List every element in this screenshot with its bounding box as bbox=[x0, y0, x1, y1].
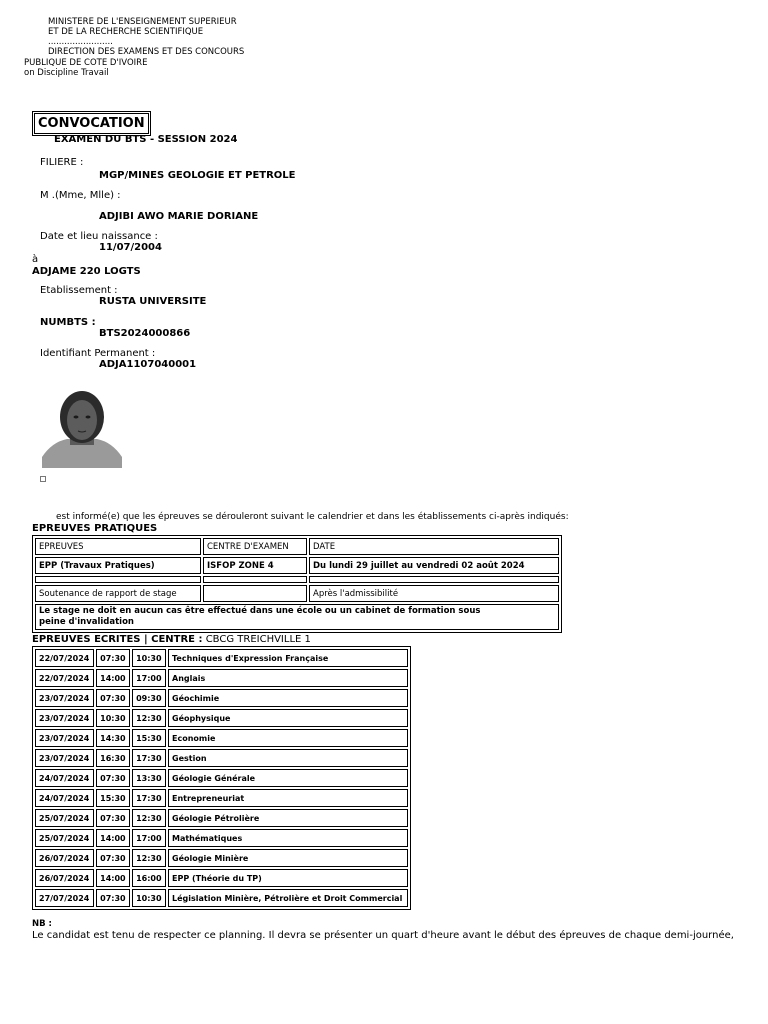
exam-date: 23/07/2024 bbox=[35, 749, 94, 767]
table-row bbox=[35, 576, 559, 583]
table-row bbox=[35, 669, 408, 687]
written-table bbox=[32, 646, 411, 910]
end-time: 17:30 bbox=[132, 789, 166, 807]
subject: EPP (Théorie du TP) bbox=[168, 869, 408, 887]
name-label: M .(Mme, Mlle) : bbox=[40, 190, 121, 201]
end-time: 17:00 bbox=[132, 829, 166, 847]
convocation-title: CONVOCATION bbox=[34, 113, 149, 134]
direction-line: DIRECTION DES EXAMENS ET DES CONCOURS bbox=[48, 47, 245, 57]
start-time: 14:30 bbox=[96, 729, 130, 747]
filiere-value: MGP/MINES GEOLOGIE ET PETROLE bbox=[99, 170, 296, 181]
col-epreuves: EPREUVES bbox=[35, 538, 201, 555]
birth-label: Date et lieu naissance : bbox=[40, 231, 158, 242]
motto-line: on Discipline Travail bbox=[24, 68, 109, 78]
exam-date: 25/07/2024 bbox=[35, 829, 94, 847]
republic-line: PUBLIQUE DE COTE D'IVOIRE bbox=[24, 58, 148, 68]
nb-label: NB : bbox=[32, 919, 52, 929]
epp-cell: EPP (Travaux Pratiques) bbox=[35, 557, 201, 574]
exam-date: 22/07/2024 bbox=[35, 669, 94, 687]
birth-at: à bbox=[32, 254, 39, 265]
start-time: 07:30 bbox=[96, 689, 130, 707]
subject: Gestion bbox=[168, 749, 408, 767]
table-row bbox=[35, 869, 408, 887]
table-row bbox=[35, 729, 408, 747]
table-row bbox=[35, 689, 408, 707]
birth-place: ADJAME 220 LOGTS bbox=[32, 266, 141, 277]
exam-date: 23/07/2024 bbox=[35, 689, 94, 707]
table-row bbox=[35, 789, 408, 807]
stage-note: Le stage ne doit en aucun cas être effectué dans une école ou un cabinet de formation sous peine d'invalidation bbox=[35, 604, 559, 630]
numbts-label: NUMBTS : bbox=[40, 317, 96, 328]
end-time: 12:30 bbox=[132, 809, 166, 827]
start-time: 16:30 bbox=[96, 749, 130, 767]
table-row bbox=[35, 849, 408, 867]
start-time: 15:30 bbox=[96, 789, 130, 807]
table-row bbox=[35, 649, 408, 667]
subject: Géologie Pétrolière bbox=[168, 809, 408, 827]
practical-heading: EPREUVES PRATIQUES bbox=[32, 523, 158, 534]
id-value: ADJA1107040001 bbox=[99, 359, 197, 370]
col-date: DATE bbox=[309, 538, 559, 555]
table-row bbox=[35, 769, 408, 787]
start-time: 07:30 bbox=[96, 769, 130, 787]
soutenance-date: Après l'admissibilité bbox=[309, 585, 559, 602]
written-heading-row bbox=[32, 634, 311, 645]
written-heading: EPREUVES ECRITES | CENTRE : bbox=[32, 634, 203, 645]
start-time: 10:30 bbox=[96, 709, 130, 727]
start-time: 07:30 bbox=[96, 849, 130, 867]
ministry-line-2: ET DE LA RECHERCHE SCIENTIFIQUE bbox=[48, 27, 204, 37]
end-time: 13:30 bbox=[132, 769, 166, 787]
table-row bbox=[35, 829, 408, 847]
start-time: 14:00 bbox=[96, 869, 130, 887]
subject: Géophysique bbox=[168, 709, 408, 727]
exam-date: 24/07/2024 bbox=[35, 769, 94, 787]
subject: Législation Minière, Pétrolière et Droit Commercial bbox=[168, 889, 408, 907]
school-value: RUSTA UNIVERSITE bbox=[99, 296, 207, 307]
subject: Géologie Générale bbox=[168, 769, 408, 787]
table-row bbox=[35, 604, 559, 630]
exam-date: 23/07/2024 bbox=[35, 709, 94, 727]
table-row bbox=[35, 749, 408, 767]
nb-text: Le candidat est tenu de respecter ce planning. Il devra se présenter un quart d'heure avant le début des épreuves de chaque demi-journée, bbox=[32, 930, 734, 941]
start-time: 07:30 bbox=[96, 889, 130, 907]
soutenance-cell: Soutenance de rapport de stage bbox=[35, 585, 201, 602]
epp-date: Du lundi 29 juillet au vendredi 02 août 2024 bbox=[309, 557, 559, 574]
ministry-line-1: MINISTERE DE L'ENSEIGNEMENT SUPERIEUR bbox=[48, 17, 237, 27]
convocation-title-box bbox=[32, 111, 151, 136]
epp-centre: ISFOP ZONE 4 bbox=[203, 557, 307, 574]
col-centre: CENTRE D'EXAMEN bbox=[203, 538, 307, 555]
end-time: 17:30 bbox=[132, 749, 166, 767]
table-row bbox=[35, 709, 408, 727]
table-row bbox=[35, 889, 408, 907]
exam-date: 22/07/2024 bbox=[35, 649, 94, 667]
table-row bbox=[35, 557, 559, 574]
birth-date: 11/07/2004 bbox=[99, 242, 162, 253]
end-time: 12:30 bbox=[132, 709, 166, 727]
subject: Techniques d'Expression Française bbox=[168, 649, 408, 667]
table-row bbox=[35, 585, 559, 602]
exam-date: 25/07/2024 bbox=[35, 809, 94, 827]
subject: Economie bbox=[168, 729, 408, 747]
name-value: ADJIBI AWO MARIE DORIANE bbox=[99, 211, 259, 222]
subject: Mathématiques bbox=[168, 829, 408, 847]
filiere-label: FILIERE : bbox=[40, 157, 84, 168]
practical-table bbox=[32, 535, 562, 633]
school-label: Etablissement : bbox=[40, 285, 118, 296]
exam-date: 24/07/2024 bbox=[35, 789, 94, 807]
id-label: Identifiant Permanent : bbox=[40, 348, 156, 359]
subject: Géochimie bbox=[168, 689, 408, 707]
checkbox-icon bbox=[40, 476, 46, 482]
start-time: 14:00 bbox=[96, 829, 130, 847]
end-time: 15:30 bbox=[132, 729, 166, 747]
end-time: 12:30 bbox=[132, 849, 166, 867]
table-row bbox=[35, 538, 559, 555]
exam-date: 27/07/2024 bbox=[35, 889, 94, 907]
subject: Entrepreneuriat bbox=[168, 789, 408, 807]
end-time: 10:30 bbox=[132, 889, 166, 907]
table-row bbox=[35, 809, 408, 827]
end-time: 17:00 bbox=[132, 669, 166, 687]
start-time: 07:30 bbox=[96, 809, 130, 827]
exam-subtitle: EXAMEN DU BTS - SESSION 2024 bbox=[54, 134, 238, 145]
candidate-photo bbox=[42, 387, 122, 468]
subject: Géologie Minière bbox=[168, 849, 408, 867]
header-dots: ........................ bbox=[48, 37, 113, 47]
end-time: 09:30 bbox=[132, 689, 166, 707]
end-time: 10:30 bbox=[132, 649, 166, 667]
exam-date: 26/07/2024 bbox=[35, 869, 94, 887]
start-time: 07:30 bbox=[96, 649, 130, 667]
exam-date: 26/07/2024 bbox=[35, 849, 94, 867]
end-time: 16:00 bbox=[132, 869, 166, 887]
written-centre: CBCG TREICHVILLE 1 bbox=[205, 634, 311, 645]
numbts-value: BTS2024000866 bbox=[99, 328, 191, 339]
exam-date: 23/07/2024 bbox=[35, 729, 94, 747]
subject: Anglais bbox=[168, 669, 408, 687]
intro-text: est informé(e) que les épreuves se dérouleront suivant le calendrier et dans les établissements ci-après indiqués: bbox=[56, 512, 569, 522]
start-time: 14:00 bbox=[96, 669, 130, 687]
